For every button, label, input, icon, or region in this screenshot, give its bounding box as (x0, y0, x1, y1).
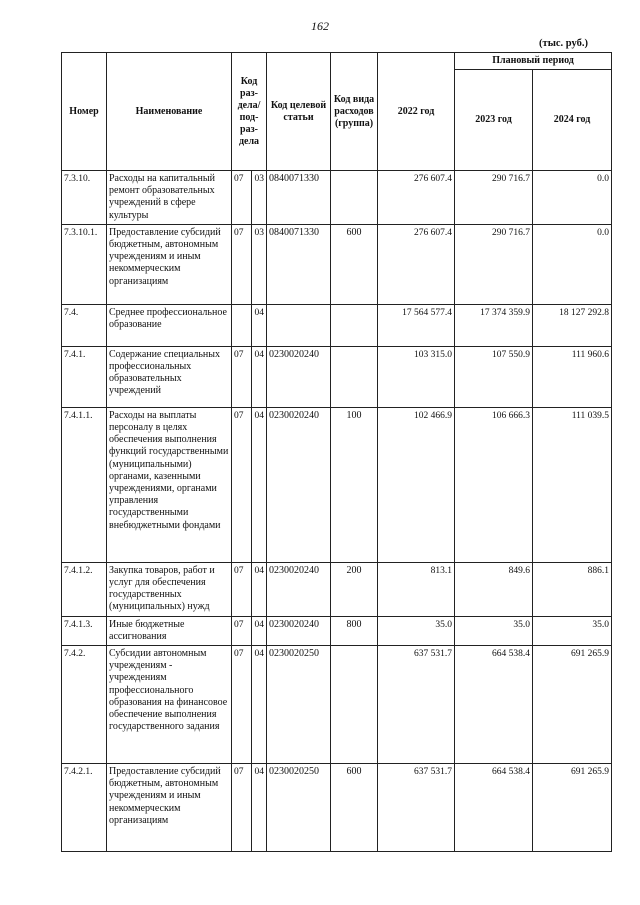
table-body (62, 171, 612, 852)
row-number: 7.4.1. (62, 346, 107, 407)
row-amount-2024: 691 265.9 (533, 646, 612, 764)
table-row (62, 304, 612, 346)
row-podrazdel: 04 (252, 562, 267, 616)
row-number: 7.4.1.1. (62, 407, 107, 562)
row-amount-2022: 17 564 577.4 (378, 304, 455, 346)
row-razdel (232, 304, 252, 346)
row-name: Иные бюджетные ассигнования (107, 616, 232, 645)
row-amount-2022: 35.0 (378, 616, 455, 645)
row-amount-2022: 813.1 (378, 562, 455, 616)
row-amount-2024: 35.0 (533, 616, 612, 645)
row-name: Предоставление субсидий бюджетным, автономным учреждениям и иным некоммерческим организациям (107, 224, 232, 304)
table-row (62, 346, 612, 407)
row-podrazdel: 03 (252, 224, 267, 304)
row-amount-2023: 849.6 (455, 562, 533, 616)
row-amount-2024: 111 960.6 (533, 346, 612, 407)
header-planned-period: Плановый период (455, 53, 612, 70)
row-amount-2024: 691 265.9 (533, 764, 612, 852)
row-razdel: 07 (232, 646, 252, 764)
row-amount-2024: 886.1 (533, 562, 612, 616)
table-row (62, 646, 612, 764)
row-amount-2022: 276 607.4 (378, 224, 455, 304)
row-number: 7.4.2. (62, 646, 107, 764)
row-number: 7.4.1.3. (62, 616, 107, 645)
table-row (62, 407, 612, 562)
table-row (62, 171, 612, 225)
row-expense-type (331, 646, 378, 764)
row-target-article: 0230020240 (267, 616, 331, 645)
table-row (62, 562, 612, 616)
row-name: Среднее профессиональное образование (107, 304, 232, 346)
header-year-2024: 2024 год (533, 70, 612, 171)
row-target-article: 0230020240 (267, 407, 331, 562)
row-amount-2024: 0.0 (533, 224, 612, 304)
header-year-2022: 2022 год (378, 53, 455, 171)
row-amount-2024: 18 127 292.8 (533, 304, 612, 346)
budget-table (61, 52, 612, 852)
header-name: Наименование (107, 53, 232, 171)
row-amount-2023: 35.0 (455, 616, 533, 645)
row-target-article: 0230020240 (267, 562, 331, 616)
row-expense-type (331, 171, 378, 225)
row-amount-2023: 107 550.9 (455, 346, 533, 407)
row-amount-2022: 276 607.4 (378, 171, 455, 225)
row-podrazdel: 04 (252, 407, 267, 562)
row-razdel: 07 (232, 562, 252, 616)
row-amount-2023: 17 374 359.9 (455, 304, 533, 346)
row-podrazdel: 04 (252, 646, 267, 764)
row-razdel: 07 (232, 224, 252, 304)
row-razdel: 07 (232, 171, 252, 225)
row-expense-type: 200 (331, 562, 378, 616)
row-number: 7.4.2.1. (62, 764, 107, 852)
row-razdel: 07 (232, 346, 252, 407)
row-expense-type: 600 (331, 764, 378, 852)
row-target-article: 0840071330 (267, 224, 331, 304)
row-razdel: 07 (232, 407, 252, 562)
header-year-2023: 2023 год (455, 70, 533, 171)
row-expense-type (331, 304, 378, 346)
row-podrazdel: 04 (252, 346, 267, 407)
row-expense-type: 100 (331, 407, 378, 562)
row-number: 7.4. (62, 304, 107, 346)
row-expense-type: 800 (331, 616, 378, 645)
row-name: Расходы на капитальный ремонт образовательных учреждений в сфере культуры (107, 171, 232, 225)
row-podrazdel: 04 (252, 616, 267, 645)
row-amount-2022: 103 315.0 (378, 346, 455, 407)
row-name: Содержание специальных профессиональных образовательных учреждений (107, 346, 232, 407)
row-target-article (267, 304, 331, 346)
row-expense-type: 600 (331, 224, 378, 304)
row-amount-2022: 102 466.9 (378, 407, 455, 562)
row-target-article: 0840071330 (267, 171, 331, 225)
row-number: 7.3.10. (62, 171, 107, 225)
row-razdel: 07 (232, 616, 252, 645)
page-number: 162 (311, 19, 329, 33)
row-amount-2023: 664 538.4 (455, 764, 533, 852)
row-name: Субсидии автономным учреждениям - учреждениям профессионального образования на финансовое обеспечение выполнения государственного задания (107, 646, 232, 764)
row-podrazdel: 04 (252, 764, 267, 852)
row-podrazdel: 04 (252, 304, 267, 346)
row-amount-2024: 0.0 (533, 171, 612, 225)
table-row (62, 764, 612, 852)
row-amount-2023: 106 666.3 (455, 407, 533, 562)
row-number: 7.4.1.2. (62, 562, 107, 616)
row-amount-2024: 111 039.5 (533, 407, 612, 562)
row-amount-2022: 637 531.7 (378, 646, 455, 764)
units-label: (тыс. руб.) (539, 38, 588, 49)
row-number: 7.3.10.1. (62, 224, 107, 304)
row-amount-2022: 637 531.7 (378, 764, 455, 852)
row-name: Закупка товаров, работ и услуг для обеспечения государственных (муниципальных) нужд (107, 562, 232, 616)
row-target-article: 0230020250 (267, 646, 331, 764)
row-podrazdel: 03 (252, 171, 267, 225)
row-expense-type (331, 346, 378, 407)
row-target-article: 0230020250 (267, 764, 331, 852)
header-expense-type: Код вида расходов (группа) (331, 53, 378, 171)
row-name: Предоставление субсидий бюджетным, автономным учреждениям и иным некоммерческим организациям (107, 764, 232, 852)
table-row (62, 616, 612, 645)
row-amount-2023: 290 716.7 (455, 224, 533, 304)
header-target-article: Код целевой статьи (267, 53, 331, 171)
table-row (62, 224, 612, 304)
row-amount-2023: 290 716.7 (455, 171, 533, 225)
header-number: Номер (62, 53, 107, 171)
row-razdel: 07 (232, 764, 252, 852)
row-target-article: 0230020240 (267, 346, 331, 407)
row-amount-2023: 664 538.4 (455, 646, 533, 764)
row-name: Расходы на выплаты персоналу в целях обеспечения выполнения функций государственными (муниципальными) органами, казенными учреждениями, органами управления государственными внебюджетными фондами (107, 407, 232, 562)
header-razdel: Код раз- дела/ под- раз- дела (232, 53, 267, 171)
